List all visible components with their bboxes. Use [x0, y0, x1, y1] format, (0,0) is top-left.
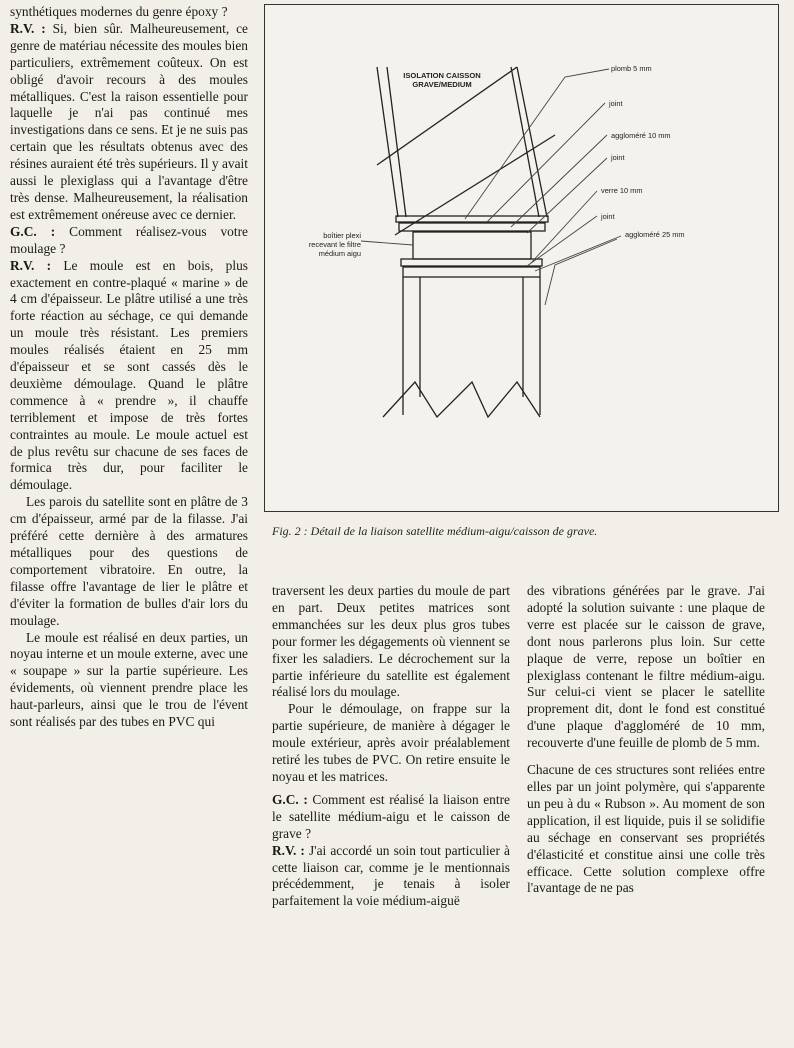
diagram-drawing — [265, 5, 780, 513]
label-plexi-housing — [289, 231, 361, 258]
paragraph — [10, 258, 248, 495]
paragraph — [10, 21, 248, 224]
speaker-label: R.V. : — [10, 257, 52, 273]
satellite-right-wall-inner — [511, 67, 539, 217]
speaker-label: G.C. : — [10, 223, 56, 239]
plexi-housing — [413, 232, 531, 259]
lead-plate — [396, 216, 548, 222]
leader-line — [545, 239, 617, 305]
figure-diagram — [264, 4, 779, 512]
paragraph: Pour le démoulage, on frappe sur la partie supérieure, de manière à dégager le moule extérieur, après avoir préalablement retiré les tubes de PVC. On retire ensuite le noyau et les matrices. — [272, 701, 510, 784]
leader-line — [361, 241, 413, 245]
paragraph-text: Comment est réalisé la liaison entre le satellite médium-aigu et le caisson de grave ? — [272, 791, 510, 841]
satellite-left-wall — [377, 67, 398, 217]
text-column-2 — [272, 583, 510, 910]
paragraph: Le moule est réalisé en deux parties, un noyau interne et un moule externe, avec une « soupape » sur la partie supérieure. Les évidements, où viennent prendre place les haut-parleurs, ainsi que le trou de l'évent sont réalisés par des tubes en PVC qui — [10, 629, 248, 730]
paragraph — [272, 843, 510, 911]
paragraph: traversent les deux parties du moule de part en part. Deux petites matrices sont emmanchées sur les deux plus gros tubes pour former les dégagements où viennent se fixer les saladiers. Le décrochement sur la partie inférieure du satellite est également réalisé lors du moulage. — [272, 583, 510, 700]
section-line — [395, 135, 555, 235]
chipboard-25-plate — [403, 267, 540, 277]
label-line: recevant le filtre — [308, 240, 361, 249]
paragraph — [272, 792, 510, 843]
paragraph — [10, 224, 248, 258]
leader-line — [535, 236, 621, 271]
label-glass: verre 10 mm — [601, 186, 643, 195]
figure-title-line: ISOLATION CAISSON — [403, 71, 481, 80]
paragraph-text: Le moule est en bois, plus exactement en contre-plaqué « marine » de 4 cm d'épaisseur. Le plâtre utilisé a une très forte réaction au séchage, ce qui demande un moule très résistant. Les premiers moules réalisés étaient en 25 mm d'épaisseur et se sont cassés dès le deuxième démoulage. Quand le plâtre commence à « prendre », il chauffe terriblement et impose de très fortes contraintes au moule. Le moule actuel est de plus revêtu sur chacune de ses faces de formica très dur, pour faciliter le démoulage. — [10, 257, 248, 493]
label-joint: joint — [611, 153, 625, 162]
paragraph: Les parois du satellite sont en plâtre de 3 cm d'épaisseur, armé par de la filasse. J'ai préféré cette dernière à des armatures métalliques pour des questions de comportement vibratoire. En outre, la filasse offre l'avantage de lier le plâtre et d'éviter la formation de bulles d'air lors du moulage. — [10, 494, 248, 628]
figure-title-line: GRAVE/MEDIUM — [412, 80, 472, 89]
paragraph-text: J'ai accordé un soin tout particulier à cette liaison car, comme je le mentionnais précédemment, je tenais à isoler parfaitement la voie médium-aiguë — [272, 842, 510, 909]
glass-plate — [401, 259, 542, 266]
speaker-label: R.V. : — [272, 842, 305, 858]
speaker-label: G.C. : — [272, 791, 308, 807]
paragraph: synthétiques modernes du genre époxy ? — [10, 4, 228, 19]
label-line: boîtier plexi — [323, 231, 361, 240]
figure-caption: Fig. 2 : Détail de la liaison satellite médium-aigu/caisson de grave. — [272, 524, 598, 538]
label-chipboard-25: aggloméré 25 mm — [625, 230, 685, 239]
figure-title — [382, 71, 502, 89]
break-line — [383, 382, 540, 417]
label-lead: plomb 5 mm — [611, 64, 652, 73]
chipboard-10-plate — [399, 223, 545, 231]
satellite-right-wall — [517, 67, 547, 217]
label-line: médium aigu — [318, 249, 361, 258]
text-column-3 — [527, 583, 765, 897]
leader-line — [531, 191, 597, 263]
paragraph-text: Comment réalisez-vous votre moulage ? — [10, 223, 248, 256]
label-joint: joint — [609, 99, 623, 108]
label-joint: joint — [601, 212, 615, 221]
paragraph-text: Si, bien sûr. Malheureusement, ce genre de matériau nécessite des moules bien particuliers, extrêmement coûteux. On est obligé d'avoir recours à des moules métalliques. C'est la raison essentielle pour laquelle je n'ai pas continué mes investigations dans ce sens. Et je ne suis pas certain que les résultats obtenus avec des résines auraient été très supérieurs. Il y avait aussi le plexiglass qui a l'avantage d'être très dense. Malheureusement, la réalisation est extrêmement onéreuse avec ce dernier. — [10, 20, 248, 222]
text-column-1 — [10, 4, 248, 731]
satellite-left-wall-inner — [387, 67, 406, 217]
paragraph: Chacune de ces structures sont reliées entre elles par un joint polymère, qui s'apparente un peu à du « Rubson ». Au moment de son application, il est liquide, puis il se solidifie au séchage en conservant ses propriétés d'élasticité et constitue ainsi une colle très efficace. Cette solution complexe offre l'avantage de ne pas — [527, 762, 765, 896]
paragraph: des vibrations générées par le grave. J'ai adopté la solution suivante : une plaque de verre est placée sur le caisson de grave, dont nous parlerons plus loin. Sur cette plaque de verre, repose un boîtier en plexiglass contenant le filtre médium-aigu. Sur celui-ci vient se placer le satellite proprement dit, dont le fond est constitué d'une plaque d'aggloméré de 10 mm, recouverte d'une feuille de plomb de 5 mm. — [527, 583, 765, 751]
speaker-label: R.V. : — [10, 20, 46, 36]
label-chipboard-10: aggloméré 10 mm — [611, 131, 671, 140]
leader-line — [465, 69, 609, 219]
